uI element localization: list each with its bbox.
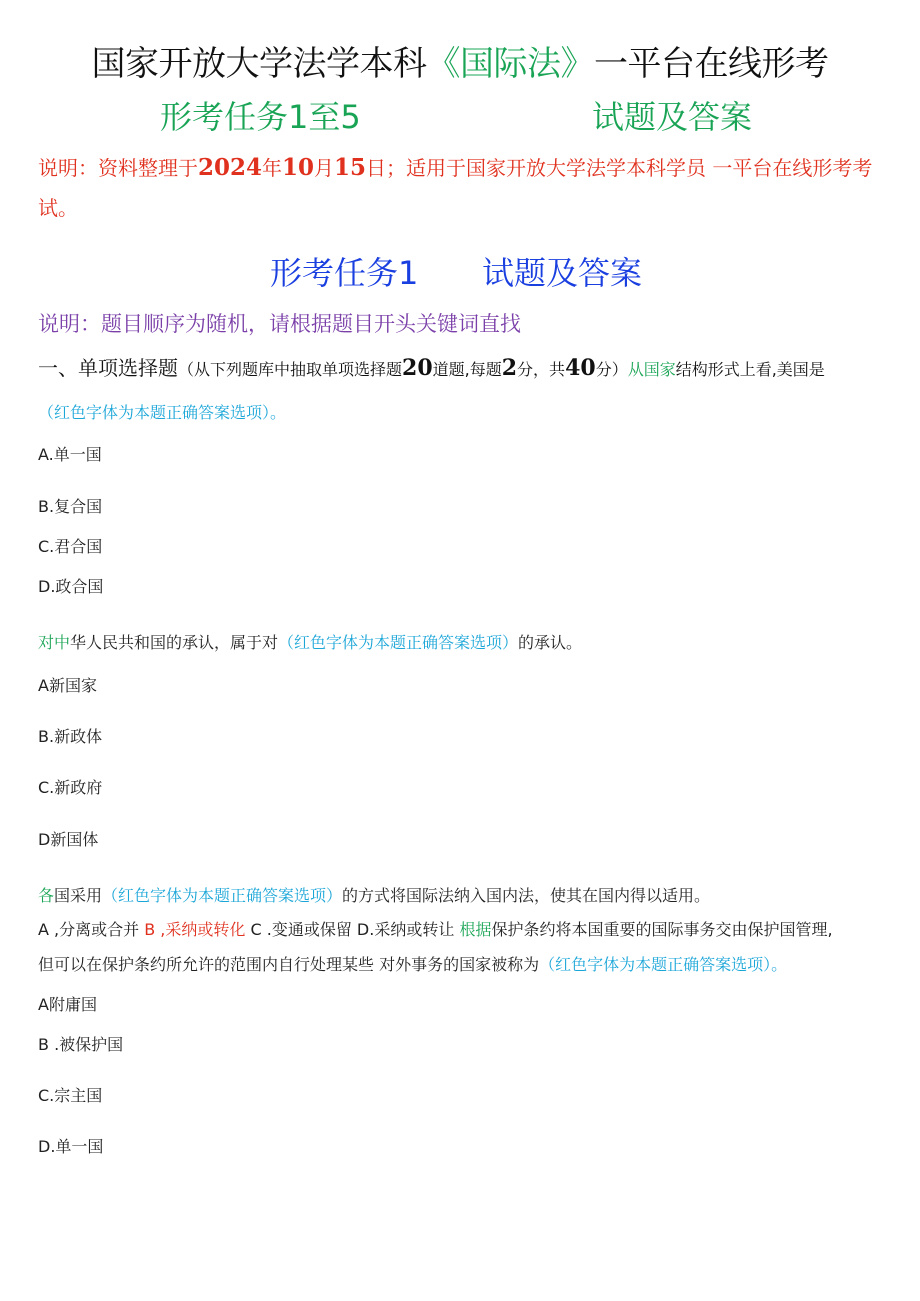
section-heading: 一、单项选择题（从下列题库中抽取单项选择题20道题,每题2分，共40分）从国家结构形式上看,美国是 bbox=[38, 355, 825, 381]
order-note: 说明：题目顺序为随机，请根据题目开头关键词直找 bbox=[38, 312, 521, 336]
question-keyword: 对中 bbox=[38, 633, 71, 652]
correct-option: C.新政府 bbox=[38, 778, 103, 797]
option: D.政合国 bbox=[38, 577, 104, 596]
question-text: 对中华人民共和国的承认，属于对（红色字体为本题正确答案选项）的承认。 bbox=[38, 633, 583, 652]
option: D新国体 bbox=[38, 830, 99, 849]
correct-option: B .被保护国 bbox=[38, 1035, 124, 1054]
answer-hint: （红色字体为本题正确答案选项） bbox=[539, 955, 772, 974]
option-line bbox=[38, 917, 833, 940]
option: A.单一国 bbox=[38, 445, 102, 464]
answer-hint: （红色字体为本题正确答案选项） bbox=[38, 403, 271, 422]
task-subtitle: 试题及答案 bbox=[482, 254, 643, 292]
option: A ,分离或合并 bbox=[38, 920, 140, 939]
document-note: 说明：资料整理于2024年10月15日；适用于国家开放大学法学本科学员 一平台在线形考考试。 bbox=[38, 154, 873, 220]
option: D.单一国 bbox=[38, 1137, 104, 1156]
option: C.君合国 bbox=[38, 537, 103, 556]
question-text: 各国采用（红色字体为本题正确答案选项）的方式将国际法纳入国内法，使其在国内得以适用。 bbox=[38, 886, 711, 905]
question-text: 结构形式上看,美国是 bbox=[675, 360, 825, 379]
correct-option: B.复合国 bbox=[38, 497, 103, 516]
task-title: 形考任务1 bbox=[270, 254, 419, 292]
option: A新国家 bbox=[38, 676, 97, 695]
question-text: 保护条约将本国重要的国际事务交由保护国管理, bbox=[491, 920, 833, 939]
option: C .变通或保留 bbox=[250, 920, 352, 939]
question-keyword: 各 bbox=[38, 886, 55, 905]
subtitle-left: 形考任务1至5 bbox=[160, 98, 361, 136]
option: C.宗主国 bbox=[38, 1086, 103, 1105]
question-keyword: 根据 bbox=[459, 920, 492, 939]
correct-option: B ,采纳或转化 bbox=[144, 920, 246, 939]
option: A附庸国 bbox=[38, 995, 97, 1014]
answer-hint: （红色字体为本题正确答案选项） bbox=[102, 886, 343, 905]
question-keyword: 从国家 bbox=[627, 360, 676, 379]
question-text: （红色字体为本题正确答案选项）。 bbox=[38, 403, 287, 422]
document-title: 国家开放大学法学本科《国际法》一平台在线形考 bbox=[91, 44, 829, 84]
option: B.新政体 bbox=[38, 727, 103, 746]
option: D.采纳或转让 bbox=[356, 920, 455, 939]
course-name: 《国际法》 bbox=[426, 44, 594, 84]
answer-hint: （红色字体为本题正确答案选项） bbox=[278, 633, 519, 652]
question-text: 但可以在保护条约所允许的范围内自行处理某些 对外事务的国家被称为（红色字体为本题正确答案选项）。 bbox=[38, 955, 788, 974]
subtitle-right: 试题及答案 bbox=[592, 98, 753, 136]
